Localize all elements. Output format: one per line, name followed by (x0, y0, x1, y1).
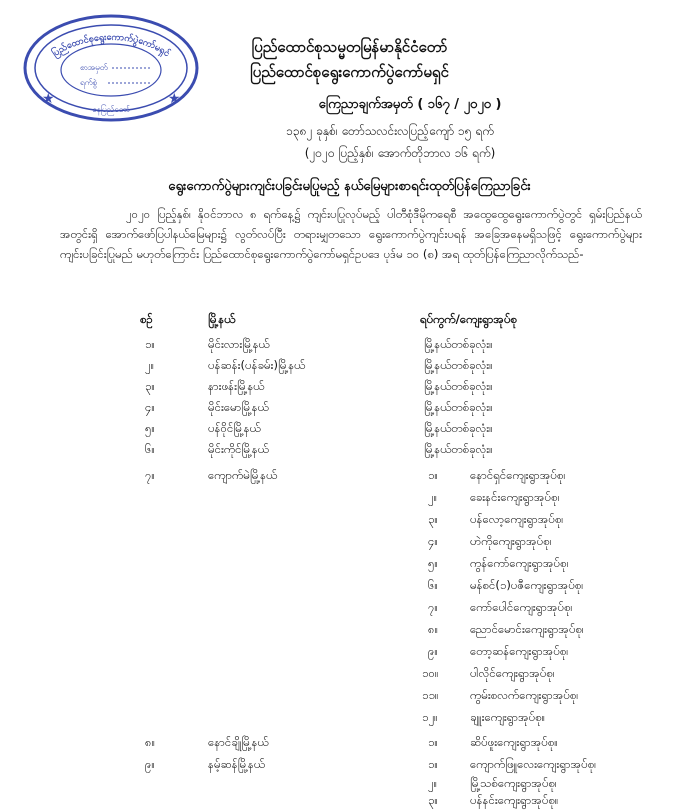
row-area: မြို့နယ်တစ်ခုလုံး။ (424, 400, 493, 414)
village-no: ၂။ (428, 776, 438, 790)
village-no: ၈။ (428, 622, 439, 636)
row-area: မြို့နယ်တစ်ခုလုံး။ (424, 421, 493, 435)
row-no: ၄။ (145, 400, 155, 414)
header-commission: ပြည်ထောင်စုရွေးကောက်ပွဲကော်မရှင် (250, 63, 449, 81)
seal-line2: ရက်စွဲ (80, 78, 97, 87)
notice-number: ကြေညာချက်အမှတ် ( ၁၆၇ / ၂၀၂၀ ) (318, 97, 502, 112)
village-no: ၃။ (428, 512, 438, 526)
village-name: ကော်ပေါင်ကျေးရွာအုပ်စု၊ (470, 600, 573, 614)
row-no: ၁။ (145, 337, 155, 351)
row-township: နမ့်ဆန်မြို့နယ် (208, 757, 265, 771)
row-township: မိုင်းမောမြို့နယ် (208, 400, 269, 414)
village-no: ၁၁။ (422, 688, 439, 702)
row-area: မြို့နယ်တစ်ခုလုံး။ (424, 358, 493, 372)
village-no: ၂။ (428, 490, 438, 504)
row-township: မိုင်းလားမြို့နယ် (208, 337, 270, 351)
col-header-township: မြို့နယ် (208, 312, 236, 326)
date-myanmar: ၁၃၈၂ ခုနှစ်၊ တော်သလင်းလပြည့်ကျော် ၁၅ ရက် (286, 124, 494, 138)
village-name: ချူးကျေးရွာအုပ်စု။ (470, 710, 546, 724)
village-no: ၁။ (428, 468, 438, 482)
seal-bottom-text: နေပြည်တော် (92, 105, 130, 114)
seal-star-left-icon: ★ (42, 91, 55, 107)
row-no: ၃။ (145, 379, 155, 393)
village-no: ၆။ (428, 578, 438, 592)
village-name: မန်စင်(၁)ပဇီကျေးရွာအုပ်စု၊ (470, 578, 584, 592)
village-no: ၄။ (428, 534, 438, 548)
village-name: ခေးနင်းကျေးရွာအုပ်စု၊ (470, 490, 560, 504)
row-township: နားဖန်းမြို့နယ် (208, 379, 265, 393)
village-name: ဆိပ်ဖူးကျေးရွာအုပ်စု။ (470, 735, 558, 749)
village-no: ၃။ (428, 793, 438, 807)
row-area: မြို့နယ်တစ်ခုလုံး။ (424, 442, 493, 456)
village-name: ပန်လော့ကျေးရွာအုပ်စု၊ (470, 512, 564, 526)
body-paragraph: ၂၀၂၀ ပြည့်နှစ်၊ နိုဝင်ဘာလ ၈ ရက်နေ့၌ ကျင်းပပြုလုပ်မည့် ပါတီစုံဒီမိုကရေစီ အထွေထွေရွေးကောက်ပွဲတွင် ရှမ်းပြည်နယ်အတွင်းရှိ အောက်ဖော်ပြပါနယ်မြေများ၌ လွတ်လပ်ပြီး တရားမျှတသော ရွေးကောက်ပွဲကျင်းပရန် အခြေအနေမရှိသဖြင့် ရွေးကောက်ပွဲများ ကျင်းပခြင်းပြုမည် မဟုတ်ကြောင်း ပြည်ထောင်စုရွေးကောက်ပွဲကော်မရှင်ဥပဒေ ပုဒ်မ ၁၀ (စ) အရ ထုတ်ပြန်ကြေညာလိုက်သည်- (60, 207, 642, 261)
row-no: ၆။ (145, 442, 155, 456)
row-no: ၉။ (145, 757, 155, 771)
row-township: ပန်ဝိုင်မြို့နယ် (208, 421, 261, 435)
village-no: ၁၂။ (422, 710, 438, 724)
village-name: ညောင်မောင်းကျေးရွာအုပ်စု၊ (470, 622, 584, 636)
col-header-no: စဉ် (140, 312, 153, 326)
row-township: ပန်ဆန်း(ပန်ခမ်း)မြို့နယ် (208, 358, 306, 372)
row-area: မြို့နယ်တစ်ခုလုံး။ (424, 337, 493, 351)
village-no: ၁။ (428, 735, 438, 749)
row-area: မြို့နယ်တစ်ခုလုံး။ (424, 379, 493, 393)
village-name: ဟဲကိုကျေးရွာအုပ်စု၊ (470, 534, 552, 548)
village-name: မြို့သစ်ကျေးရွာအုပ်စု၊ (470, 776, 557, 790)
village-name: တော့ဆန်ကျေးရွာအုပ်စု၊ (470, 644, 569, 658)
row-no: ၈။ (145, 735, 156, 749)
row-no: ၂။ (145, 358, 155, 372)
seal-star-right-icon: ★ (168, 91, 181, 107)
village-no: ၅။ (428, 556, 438, 570)
village-no: ၇။ (428, 600, 438, 614)
village-name: နောင်ရှင်ကျေးရွာအုပ်စု၊ (470, 468, 566, 482)
village-name: ကျောက်ဖြူလေးကျေးရွာအုပ်စု၊ (470, 757, 597, 771)
village-no: ၁။ (428, 757, 438, 771)
notice-subject: ရွေးကောက်ပွဲများကျင်းပခြင်းမပြုမည့် နယ်မြေများစာရင်းထုတ်ပြန်ကြေညာခြင်း (168, 179, 531, 194)
row-township: မိုင်းကိုင်မြို့နယ် (208, 442, 269, 456)
village-name: ကွန်ကော်ကျေးရွာအုပ်စု၊ (470, 556, 569, 570)
date-gregorian: (၂၀၂၀ ပြည့်နှစ်၊ အောက်တိုဘာလ ၁၆ ရက်) (304, 146, 496, 160)
village-name: ကွမ်းစလက်ကျေးရွာအုပ်စု၊ (470, 688, 579, 702)
header-country: ပြည်ထောင်စုသမ္မတမြန်မာနိုင်ငံတော် (251, 38, 448, 56)
village-name: ပန်နင်းကျေးရွာအုပ်စု။ (470, 793, 559, 807)
village-name: ပါလိုင်ကျေးရွာအုပ်စု၊ (470, 666, 555, 680)
village-no: ၉။ (428, 644, 438, 658)
col-header-area: ရပ်ကွက်/ကျေးရွာအုပ်စု (420, 312, 518, 326)
seal-top-text: ပြည်ထောင်စုရွေးကောက်ပွဲကော်မရှင် (50, 32, 172, 60)
seal-line1: စာအမှတ် (80, 63, 108, 72)
village-no: ၁၀။ (422, 666, 439, 680)
row-no: ၅။ (145, 421, 155, 435)
row-no: ၇။ (145, 468, 155, 482)
row-township: နောင်ချိုမြို့နယ် (208, 735, 269, 749)
row-township: ကျောက်မဲမြို့နယ် (208, 468, 278, 482)
